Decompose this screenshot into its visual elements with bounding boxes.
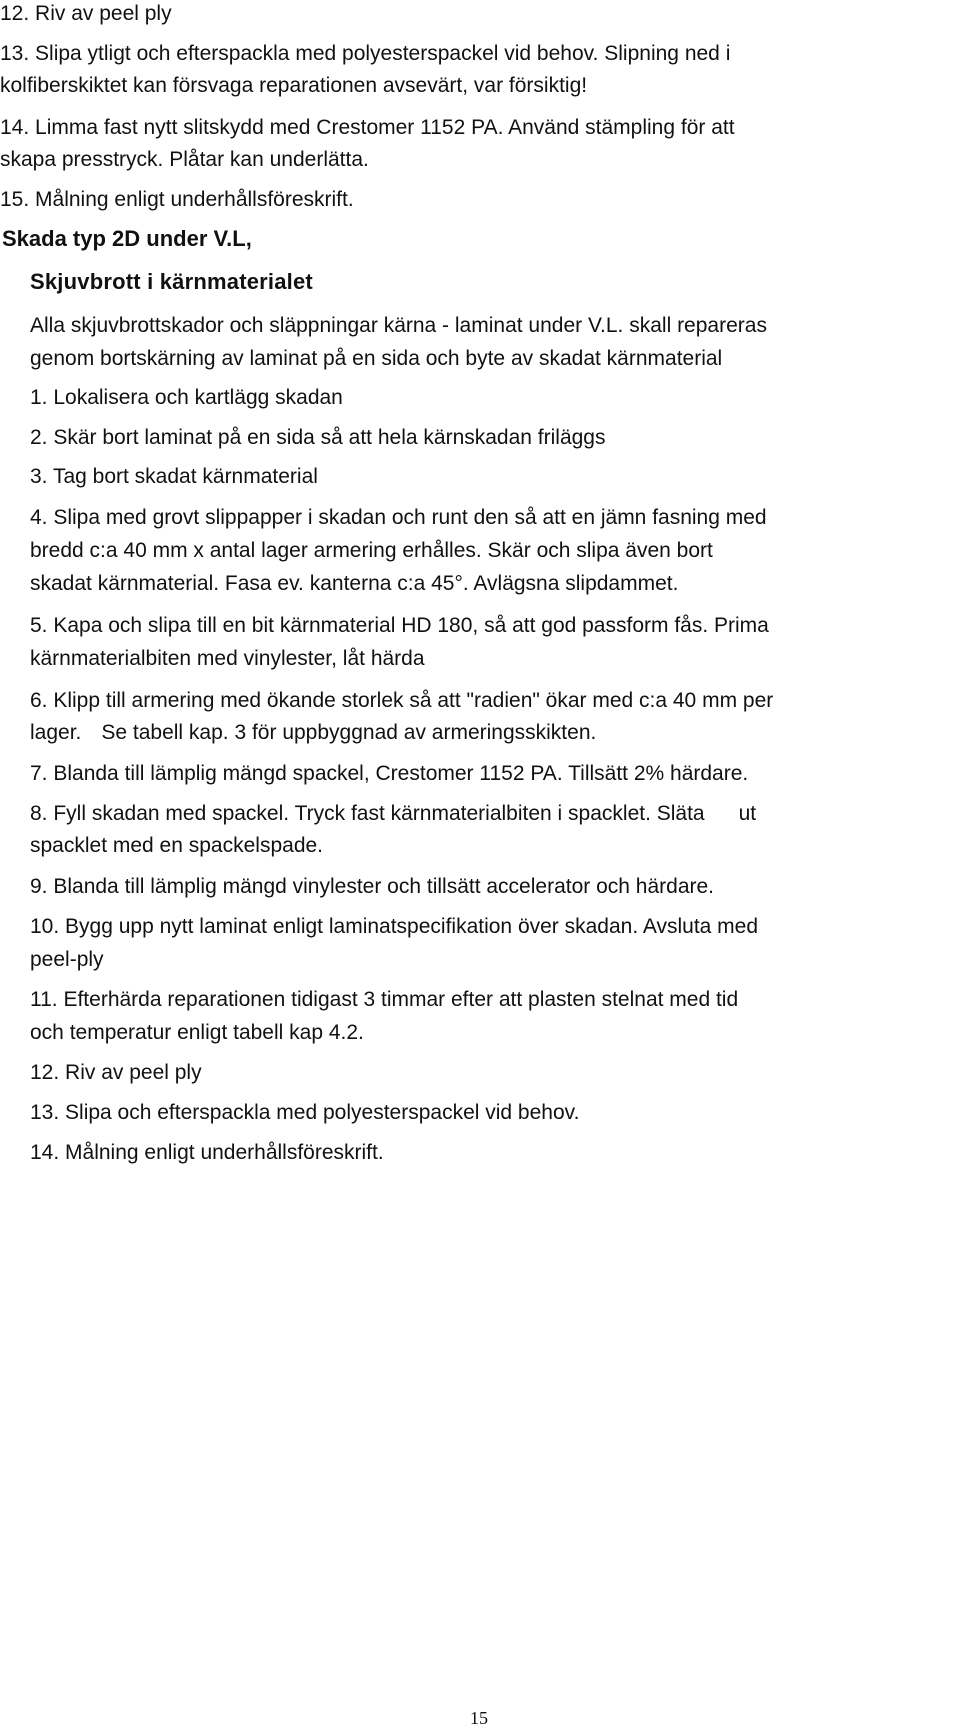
- step-6-line1: 6. Klipp till armering med ökande storlek så att "radien" ökar med c:a 40 mm per: [30, 689, 774, 712]
- step-8-line2: spacklet med en spackelspade.: [30, 834, 324, 857]
- intro-line2: genom bortskärning av laminat på en sida och byte av skadat kärnmaterial: [30, 347, 723, 370]
- step-8-line1-part2: ut: [738, 802, 757, 825]
- step-1: 1. Lokalisera och kartlägg skadan: [30, 386, 343, 409]
- step-11-line2: och temperatur enligt tabell kap 4.2.: [30, 1021, 364, 1044]
- step-10-line2: peel-ply: [30, 948, 104, 971]
- step-6-line2-part1: lager.: [30, 721, 82, 744]
- step-4-line1: 4. Slipa med grovt slippapper i skadan och runt den så att en jämn fasning med: [30, 506, 767, 529]
- step-3: 3. Tag bort skadat kärnmaterial: [30, 465, 318, 488]
- intro-line1: Alla skjuvbrottskador och släppningar kärna - laminat under V.L. skall repareras: [30, 314, 767, 337]
- step-4-line2: bredd c:a 40 mm x antal lager armering erhålles. Skär och slipa även bort: [30, 539, 713, 562]
- step-15-malning: 15. Målning enligt underhållsföreskrift.: [0, 188, 354, 211]
- step-6-line2: [30, 719, 596, 747]
- step-6-line2-part2: Se tabell kap. 3 för uppbyggnad av armeringsskikten.: [101, 721, 597, 744]
- step-14-limma-line2: skapa presstryck. Plåtar kan underlätta.: [0, 148, 369, 171]
- step-13-slipa-line1: 13. Slipa ytligt och efterspackla med polyesterspackel vid behov. Slipning ned i: [0, 42, 731, 65]
- step-2: 2. Skär bort laminat på en sida så att hela kärnskadan friläggs: [30, 426, 606, 449]
- section-subtitle: Skjuvbrott i kärnmaterialet: [30, 269, 313, 294]
- step-8-line1: [30, 800, 756, 828]
- step-7: 7. Blanda till lämplig mängd spackel, Crestomer 1152 PA. Tillsätt 2% härdare.: [30, 762, 749, 785]
- step-5-line2: kärnmaterialbiten med vinylester, låt härda: [30, 647, 425, 670]
- step-12-peel-ply: 12. Riv av peel ply: [0, 2, 172, 25]
- step-8-line1-part1: 8. Fyll skadan med spackel. Tryck fast kärnmaterialbiten i spacklet. Släta: [30, 802, 705, 825]
- section-title: Skada typ 2D under V.L,: [2, 226, 252, 251]
- step-9: 9. Blanda till lämplig mängd vinylester och tillsätt accelerator och härdare.: [30, 875, 715, 898]
- step-12: 12. Riv av peel ply: [30, 1061, 202, 1084]
- step-13-slipa-line2: kolfiberskiktet kan försvaga reparationen avsevärt, var försiktig!: [0, 74, 588, 97]
- page-number: 15: [470, 1708, 488, 1728]
- step-13: 13. Slipa och efterspackla med polyesterspackel vid behov.: [30, 1101, 580, 1124]
- step-14: 14. Målning enligt underhållsföreskrift.: [30, 1141, 384, 1164]
- step-5-line1: 5. Kapa och slipa till en bit kärnmaterial HD 180, så att god passform fås. Prima: [30, 614, 769, 637]
- step-10-line1: 10. Bygg upp nytt laminat enligt laminatspecifikation över skadan. Avsluta med: [30, 915, 759, 938]
- step-11-line1: 11. Efterhärda reparationen tidigast 3 timmar efter att plasten stelnat med tid: [30, 988, 739, 1011]
- step-14-limma-line1: 14. Limma fast nytt slitskydd med Crestomer 1152 PA. Använd stämpling för att: [0, 116, 735, 139]
- step-4-line3: skadat kärnmaterial. Fasa ev. kanterna c:a 45°. Avlägsna slipdammet.: [30, 572, 679, 595]
